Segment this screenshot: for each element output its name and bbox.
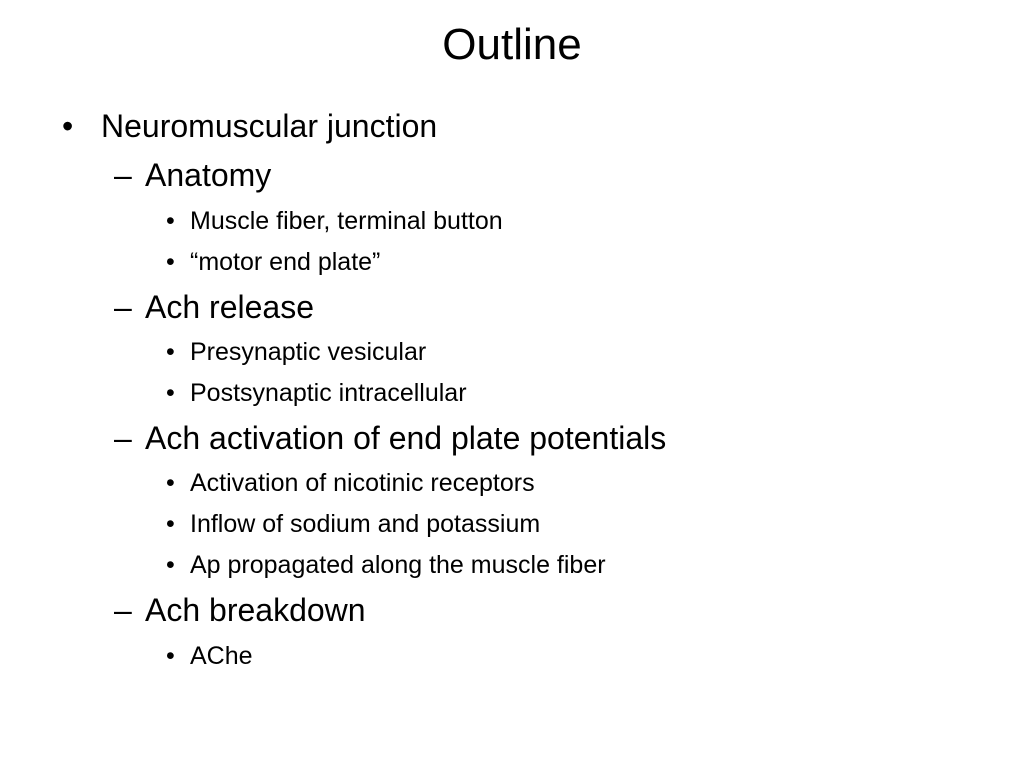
bullet-marker: •: [166, 338, 175, 366]
outline-item-text: Postsynaptic intracellular: [190, 379, 467, 407]
bullet-marker: •: [166, 379, 175, 407]
dash-marker: –: [114, 420, 132, 456]
bullet-marker: •: [166, 510, 175, 538]
outline-item-text: “motor end plate”: [190, 248, 381, 276]
outline-item-text: AChe: [190, 642, 253, 670]
outline-item-text: Activation of nicotinic receptors: [190, 469, 535, 497]
outline-item-text: Inflow of sodium and potassium: [190, 510, 541, 538]
outline-item-text: Ach activation of end plate potentials: [145, 420, 667, 456]
dash-marker: –: [114, 157, 132, 193]
outline-item-text: Ach release: [145, 289, 314, 325]
bullet-marker: •: [166, 248, 175, 276]
bullet-marker: •: [166, 469, 175, 497]
bullet-marker: •: [166, 207, 175, 235]
outline-item-text: Ach breakdown: [145, 592, 366, 628]
bullet-marker: •: [62, 108, 74, 144]
outline-item-text: Anatomy: [145, 157, 272, 193]
dash-marker: –: [114, 289, 132, 325]
slide-title: Outline: [442, 20, 582, 69]
outline-item-text: Ap propagated along the muscle fiber: [190, 551, 606, 579]
bullet-marker: •: [166, 551, 175, 579]
dash-marker: –: [114, 592, 132, 628]
outline-item-text: Neuromuscular junction: [101, 108, 438, 144]
bullet-marker: •: [166, 642, 175, 670]
outline-item-text: Presynaptic vesicular: [190, 338, 427, 366]
outline-item-text: Muscle fiber, terminal button: [190, 207, 503, 235]
